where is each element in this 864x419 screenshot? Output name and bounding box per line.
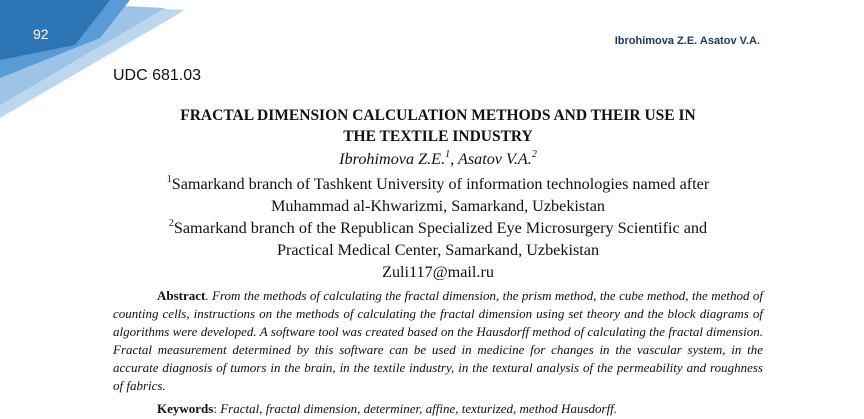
corner-decoration: [0, 0, 200, 120]
affiliation-2-text-1: Samarkand branch of the Republican Specialized Eye Microsurgery Scientific and: [173, 219, 708, 237]
title-line-2: THE TEXTILE INDUSTRY: [343, 128, 533, 145]
author-2: Asatov V.A.: [457, 150, 532, 168]
affiliation-1-mark: 1: [166, 173, 172, 185]
author-1-affiliation-mark: 1: [445, 148, 451, 160]
affiliation-1-text-1: Samarkand branch of Tashkent University of information technologies named after: [171, 175, 710, 193]
author-2-affiliation-mark: 2: [531, 148, 537, 160]
title-line-1: FRACTAL DIMENSION CALCULATION METHODS AND THEIR USE IN: [180, 107, 696, 124]
keywords: [113, 400, 763, 418]
affiliation-2-line-2: Practical Medical Center, Samarkand, Uzbekistan: [276, 241, 600, 259]
affiliation-2-mark: 2: [168, 217, 174, 229]
affiliation-1-line-2: Muhammad al-Khwarizmi, Samarkand, Uzbekistan: [271, 197, 605, 215]
author-1: Ibrohimova Z.E.: [339, 150, 446, 168]
page-number: 92: [33, 26, 49, 42]
keywords-separator: :: [213, 401, 221, 416]
affiliation-2-line-1: [113, 218, 763, 238]
paper-title: [113, 105, 763, 147]
abstract-text: . From the methods of calculating the fractal dimension, the prism method, the cube method, the method of counting cells, instructions on the methods of calculating the fractal dimension using set theory and the block diagrams of algorithms were developed. A software tool was created based on the Hausdorff method of calculating the fractal dimension. Fractal measurement determined by this software can be used in medicine for changes in the vascular system, in the accurate diagnosis of tumors in the brain, in the textile industry, in the textural analysis of the permeability and roughness of fabrics.: [113, 288, 763, 393]
contact-email: Zuli117@mail.ru: [382, 263, 494, 281]
abstract: [113, 287, 763, 395]
keywords-label: Keywords: [157, 401, 214, 416]
running-head: Ibrohimova Z.E. Asatov V.A.: [614, 35, 760, 47]
abstract-label: Abstract: [157, 288, 206, 303]
author-separator: ,: [450, 150, 458, 168]
udc-code: UDC 681.03: [113, 67, 202, 84]
keywords-text: Fractal, fractal dimension, determiner, affine, texturized, method Hausdorff.: [220, 401, 618, 416]
affiliation-1-line-1: [113, 174, 763, 194]
authors: [113, 149, 763, 169]
